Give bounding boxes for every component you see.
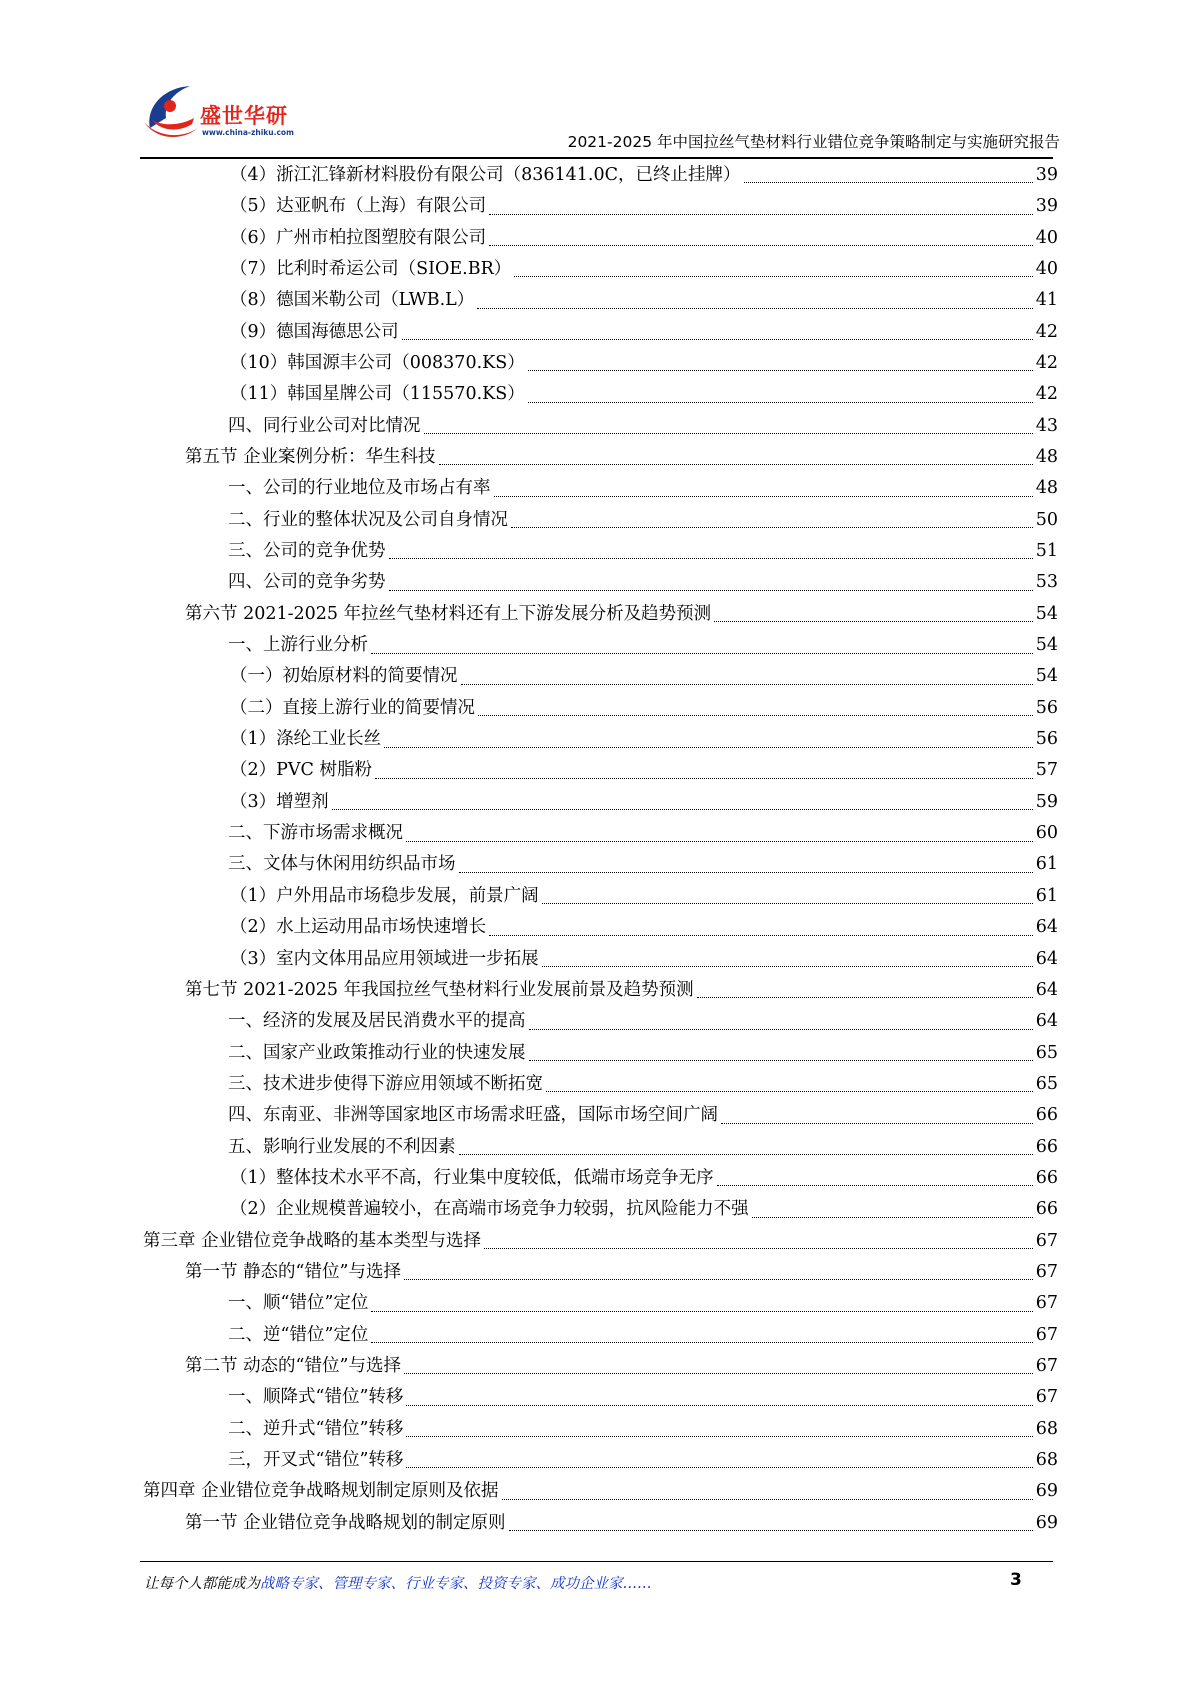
toc-entry-page: 56 (1035, 729, 1058, 750)
toc-entry[interactable] (140, 850, 1058, 881)
toc-entry-label: 第二节 动态的“错位”与选择 (185, 1355, 401, 1376)
toc-entry-page: 66 (1035, 1199, 1058, 1220)
toc-entry-label: 第三章 企业错位竞争战略的基本类型与选择 (143, 1230, 482, 1251)
toc-entry-page: 66 (1035, 1105, 1058, 1126)
toc-entry[interactable] (140, 1226, 1058, 1257)
toc-entry-label: 五、影响行业发展的不利因素 (228, 1136, 456, 1157)
toc-entry[interactable] (140, 1508, 1058, 1539)
toc-entry[interactable] (140, 567, 1058, 598)
toc-entry-label: 一、公司的行业地位及市场占有率 (228, 478, 491, 499)
toc-entry-page: 67 (1035, 1230, 1058, 1251)
toc-entry-page: 48 (1035, 478, 1058, 499)
toc-entry-page: 42 (1035, 384, 1058, 405)
toc-leader-dots (389, 558, 1033, 559)
toc-leader-dots (511, 527, 1033, 528)
toc-entry-page: 48 (1035, 447, 1058, 468)
toc-entry-label: 三、公司的竞争优势 (228, 541, 386, 562)
toc-entry-label: （1）整体技术水平不高，行业集中度较低，低端市场竞争无序 (230, 1167, 714, 1188)
toc-leader-dots (406, 1405, 1032, 1406)
toc-entry-page: 39 (1035, 164, 1058, 185)
toc-entry[interactable] (140, 1069, 1058, 1100)
toc-leader-dots (721, 1123, 1033, 1124)
toc-entry-page: 42 (1035, 321, 1058, 342)
toc-entry[interactable] (140, 505, 1058, 536)
toc-entry[interactable] (140, 254, 1058, 285)
toc-entry[interactable] (140, 1006, 1058, 1037)
toc-leader-dots (439, 464, 1033, 465)
toc-leader-dots (384, 747, 1033, 748)
toc-entry[interactable] (140, 1476, 1058, 1507)
toc-entry-page: 39 (1035, 196, 1058, 217)
toc-leader-dots (375, 778, 1033, 779)
toc-entry[interactable] (140, 1382, 1058, 1413)
toc-leader-dots (477, 308, 1032, 309)
toc-leader-dots (714, 621, 1033, 622)
toc-leader-dots (478, 715, 1033, 716)
toc-entry-label: 第四章 企业错位竞争战略规划制定原则及依据 (143, 1481, 499, 1502)
toc-entry[interactable] (140, 599, 1058, 630)
toc-entry[interactable] (140, 944, 1058, 975)
toc-entry-page: 68 (1035, 1418, 1058, 1439)
toc-leader-dots (546, 1091, 1033, 1092)
toc-leader-dots (542, 966, 1033, 967)
toc-entry-label: （9）德国海德思公司 (230, 321, 399, 342)
toc-entry-page: 40 (1035, 227, 1058, 248)
toc-entry[interactable] (140, 160, 1058, 191)
toc-entry[interactable] (140, 818, 1058, 849)
header-divider (140, 157, 1053, 159)
logo-url: www.china-zhiku.com (202, 128, 294, 137)
toc-entry[interactable] (140, 787, 1058, 818)
toc-entry-page: 42 (1035, 352, 1058, 373)
toc-entry-label: 四、东南亚、非洲等国家地区市场需求旺盛，国际市场空间广阔 (228, 1105, 718, 1126)
toc-entry-label: （7）比利时希运公司（SIOE.BR） (230, 258, 512, 279)
toc-leader-dots (459, 872, 1033, 873)
toc-entry[interactable] (140, 223, 1058, 254)
toc-entry-label: （2）PVC 树脂粉 (230, 760, 372, 781)
toc-leader-dots (529, 1060, 1033, 1061)
toc-entry[interactable] (140, 1414, 1058, 1445)
toc-entry[interactable] (140, 1100, 1058, 1131)
toc-leader-dots (502, 1499, 1033, 1500)
toc-leader-dots (424, 433, 1033, 434)
toc-leader-dots (514, 276, 1032, 277)
toc-leader-dots (332, 809, 1033, 810)
toc-entry-label: 一、经济的发展及居民消费水平的提高 (228, 1011, 526, 1032)
toc-entry-label: 二、逆升式“错位”转移 (228, 1418, 404, 1439)
toc-entry[interactable] (140, 1320, 1058, 1351)
toc-entry-page: 50 (1035, 509, 1058, 530)
toc-leader-dots (697, 997, 1033, 998)
toc-entry[interactable] (140, 756, 1058, 787)
toc-entry[interactable] (140, 442, 1058, 473)
toc-entry-label: （二）直接上游行业的简要情况 (230, 697, 475, 718)
toc-entry-page: 66 (1035, 1167, 1058, 1188)
logo-name: 盛世华研 (200, 104, 288, 128)
toc-entry[interactable] (140, 1445, 1058, 1476)
toc-entry-page: 40 (1035, 258, 1058, 279)
toc-entry-page: 56 (1035, 697, 1058, 718)
toc-entry[interactable] (140, 379, 1058, 410)
toc-entry[interactable] (140, 724, 1058, 755)
toc-entry-page: 61 (1035, 854, 1058, 875)
toc-entry-label: 第一节 静态的“错位”与选择 (185, 1261, 401, 1282)
toc-entry-page: 61 (1035, 885, 1058, 906)
toc-entry-page: 65 (1035, 1073, 1058, 1094)
toc-entry-page: 60 (1035, 823, 1058, 844)
toc-entry[interactable] (140, 630, 1058, 661)
toc-entry[interactable] (140, 1288, 1058, 1319)
toc-entry-label: （3）增塑剂 (230, 791, 329, 812)
toc-entry-label: （2）水上运动用品市场快速增长 (230, 917, 487, 938)
toc-entry-label: 三，开叉式“错位”转移 (228, 1450, 404, 1471)
page-number: 3 (1010, 1570, 1022, 1590)
toc-entry-page: 66 (1035, 1136, 1058, 1157)
toc-entry-page: 43 (1035, 415, 1058, 436)
table-of-contents (140, 160, 1058, 1539)
toc-leader-dots (744, 182, 1033, 183)
toc-entry[interactable] (140, 912, 1058, 943)
toc-entry-page: 54 (1035, 635, 1058, 656)
toc-entry-label: （2）企业规模普遍较小，在高端市场竞争力较弱，抗风险能力不强 (230, 1199, 749, 1220)
toc-entry-label: （5）达亚帆布（上海）有限公司 (230, 196, 487, 217)
toc-entry-page: 41 (1035, 290, 1058, 311)
toc-entry-page: 54 (1035, 603, 1058, 624)
toc-entry[interactable] (140, 191, 1058, 222)
toc-entry-label: 第一节 企业错位竞争战略规划的制定原则 (185, 1512, 506, 1533)
footer-slogan (144, 1572, 652, 1593)
document-title: 2021-2025 年中国拉丝气垫材料行业错位竞争策略制定与实施研究报告 (567, 133, 1060, 151)
toc-leader-dots (752, 1217, 1033, 1218)
footer-slogan-prefix: 让每个人都能成为 (144, 1576, 260, 1592)
toc-entry[interactable] (140, 975, 1058, 1006)
page-header (140, 78, 1060, 156)
toc-leader-dots (528, 402, 1033, 403)
toc-entry-label: （8）德国米勒公司（LWB.L） (230, 290, 475, 311)
toc-leader-dots (528, 370, 1033, 371)
toc-entry-label: （一）初始原材料的简要情况 (230, 666, 458, 687)
toc-entry-label: 二、下游市场需求概况 (228, 823, 403, 844)
toc-entry[interactable] (140, 662, 1058, 693)
toc-entry[interactable] (140, 411, 1058, 442)
toc-entry[interactable] (140, 473, 1058, 504)
toc-leader-dots (371, 1342, 1032, 1343)
toc-leader-dots (371, 653, 1033, 654)
toc-leader-dots (406, 1436, 1032, 1437)
toc-entry-page: 67 (1035, 1261, 1058, 1282)
toc-leader-dots (542, 903, 1033, 904)
footer-slogan-highlight: 战略专家、管理专家、行业专家、投资专家、成功企业家 (260, 1576, 623, 1592)
toc-entry-label: 第七节 2021-2025 年我国拉丝气垫材料行业发展前景及趋势预测 (185, 979, 694, 1000)
toc-entry-page: 53 (1035, 572, 1058, 593)
toc-entry[interactable] (140, 1351, 1058, 1382)
toc-entry-page: 59 (1035, 791, 1058, 812)
toc-entry-page: 54 (1035, 666, 1058, 687)
toc-entry-label: 三、技术进步使得下游应用领域不断拓宽 (228, 1073, 543, 1094)
footer-divider (140, 1561, 1053, 1562)
toc-entry-page: 64 (1035, 979, 1058, 1000)
toc-entry-label: 一、顺降式“错位”转移 (228, 1387, 404, 1408)
toc-entry-page: 64 (1035, 1011, 1058, 1032)
toc-entry-page: 64 (1035, 917, 1058, 938)
toc-leader-dots (371, 1311, 1032, 1312)
footer-slogan-suffix: …… (622, 1576, 652, 1592)
toc-entry-page: 65 (1035, 1042, 1058, 1063)
logo-swoosh-icon (140, 78, 202, 144)
toc-entry-page: 51 (1035, 541, 1058, 562)
company-logo (140, 78, 310, 148)
toc-entry-label: 一、上游行业分析 (228, 635, 368, 656)
toc-leader-dots (489, 245, 1033, 246)
toc-leader-dots (489, 214, 1033, 215)
toc-entry-label: （1）涤纶工业长丝 (230, 729, 382, 750)
toc-leader-dots (494, 496, 1033, 497)
toc-entry[interactable] (140, 693, 1058, 724)
toc-leader-dots (717, 1185, 1033, 1186)
toc-entry-page: 69 (1035, 1512, 1058, 1533)
toc-entry-page: 67 (1035, 1355, 1058, 1376)
toc-entry-page: 67 (1035, 1293, 1058, 1314)
toc-entry-label: 三、文体与休闲用纺织品市场 (228, 854, 456, 875)
toc-entry[interactable] (140, 536, 1058, 567)
toc-entry-label: （3）室内文体用品应用领域进一步拓展 (230, 948, 539, 969)
toc-entry[interactable] (140, 881, 1058, 912)
toc-entry-page: 69 (1035, 1481, 1058, 1502)
toc-leader-dots (404, 1373, 1033, 1374)
toc-entry-label: （4）浙江汇锋新材料股份有限公司（836141.0C，已终止挂牌） (230, 164, 741, 185)
toc-entry-label: 第六节 2021-2025 年拉丝气垫材料还有上下游发展分析及趋势预测 (185, 603, 712, 624)
toc-entry[interactable] (140, 1038, 1058, 1069)
toc-entry-label: 一、顺“错位”定位 (228, 1293, 369, 1314)
toc-entry-label: （11）韩国星牌公司（115570.KS） (230, 384, 525, 405)
toc-entry[interactable] (140, 285, 1058, 316)
toc-leader-dots (461, 684, 1033, 685)
toc-leader-dots (529, 1029, 1033, 1030)
toc-entry[interactable] (140, 317, 1058, 348)
toc-entry-page: 68 (1035, 1450, 1058, 1471)
toc-leader-dots (484, 1248, 1033, 1249)
toc-leader-dots (404, 1279, 1033, 1280)
toc-entry-page: 57 (1035, 760, 1058, 781)
toc-entry-page: 67 (1035, 1324, 1058, 1345)
toc-entry[interactable] (140, 348, 1058, 379)
toc-entry[interactable] (140, 1163, 1058, 1194)
toc-leader-dots (406, 841, 1033, 842)
toc-entry[interactable] (140, 1194, 1058, 1225)
toc-entry-label: （6）广州市柏拉图塑胶有限公司 (230, 227, 487, 248)
toc-leader-dots (509, 1530, 1033, 1531)
toc-leader-dots (402, 339, 1033, 340)
toc-entry-label: 二、行业的整体状况及公司自身情况 (228, 509, 508, 530)
toc-entry-label: （10）韩国源丰公司（008370.KS） (230, 352, 525, 373)
toc-entry-label: 二、国家产业政策推动行业的快速发展 (228, 1042, 526, 1063)
toc-entry-label: 第五节 企业案例分析：华生科技 (185, 447, 436, 468)
toc-entry-page: 67 (1035, 1387, 1058, 1408)
toc-leader-dots (459, 1154, 1033, 1155)
toc-entry-label: （1）户外用品市场稳步发展，前景广阔 (230, 885, 539, 906)
toc-entry-page: 64 (1035, 948, 1058, 969)
toc-entry[interactable] (140, 1132, 1058, 1163)
toc-entry-label: 二、逆“错位”定位 (228, 1324, 369, 1345)
toc-leader-dots (389, 590, 1033, 591)
toc-entry-label: 四、公司的竞争劣势 (228, 572, 386, 593)
toc-entry-label: 四、同行业公司对比情况 (228, 415, 421, 436)
toc-leader-dots (406, 1467, 1032, 1468)
toc-leader-dots (489, 935, 1033, 936)
toc-entry[interactable] (140, 1257, 1058, 1288)
